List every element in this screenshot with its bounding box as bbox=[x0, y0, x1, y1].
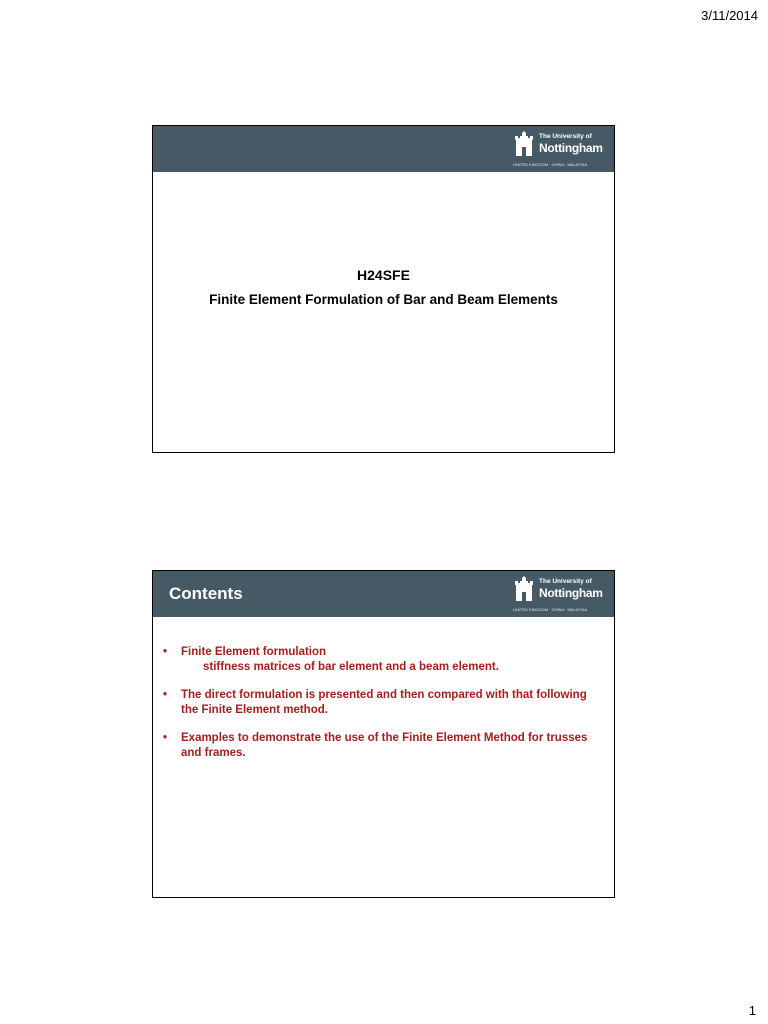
list-item bbox=[163, 688, 604, 718]
slide-header bbox=[153, 571, 614, 617]
course-title: Finite Element Formulation of Bar and Beam Elements bbox=[209, 292, 558, 307]
castle-crest-icon bbox=[513, 130, 535, 158]
logo-line1: The University of bbox=[539, 133, 592, 140]
university-logo bbox=[513, 575, 613, 615]
logo-line1: The University of bbox=[539, 578, 592, 585]
bullet-icon: • bbox=[163, 732, 168, 744]
bullet-icon: • bbox=[163, 689, 168, 701]
logo-line3: UNITED KINGDOM · CHINA · MALAYSIA bbox=[513, 607, 588, 612]
contents-list bbox=[163, 645, 604, 774]
slide-contents bbox=[152, 570, 615, 898]
list-item-text: The direct formulation is presented and then compared with that following the Finite Element method. bbox=[181, 689, 587, 716]
slide-header bbox=[153, 126, 614, 172]
slide-heading: Contents bbox=[169, 584, 243, 603]
list-item-subtext: stiffness matrices of bar element and a beam element. bbox=[203, 661, 499, 673]
logo-line2: Nottingham bbox=[539, 141, 603, 155]
list-item bbox=[163, 731, 604, 761]
logo-line2: Nottingham bbox=[539, 586, 603, 600]
university-logo bbox=[513, 130, 613, 170]
bullet-icon: • bbox=[163, 646, 168, 658]
logo-line3: UNITED KINGDOM · CHINA · MALAYSIA bbox=[513, 162, 588, 167]
page-number: 1 bbox=[748, 1003, 756, 1018]
course-code: H24SFE bbox=[357, 267, 410, 283]
list-item-text: Examples to demonstrate the use of the Finite Element Method for trusses and frames. bbox=[181, 732, 588, 759]
slide-title bbox=[152, 125, 615, 453]
page-date: 3/11/2014 bbox=[701, 8, 758, 23]
list-item bbox=[163, 645, 604, 675]
castle-crest-icon bbox=[513, 575, 535, 603]
list-item-text: Finite Element formulation bbox=[181, 646, 327, 658]
